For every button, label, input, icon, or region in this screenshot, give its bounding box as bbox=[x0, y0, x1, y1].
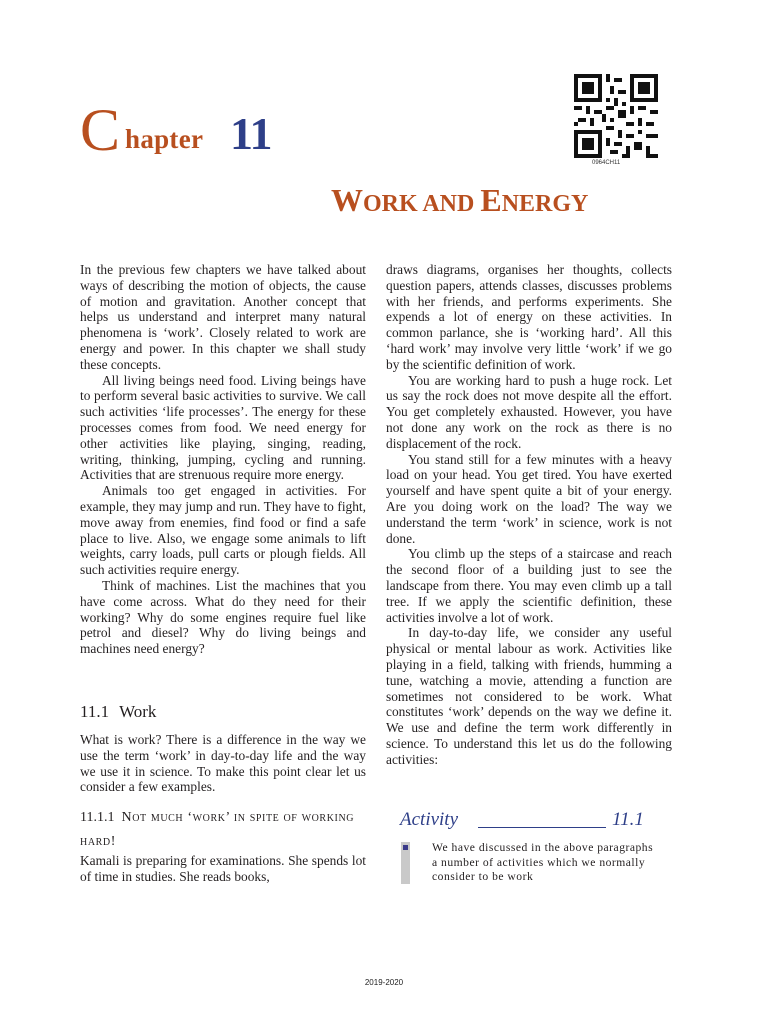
activity-heading bbox=[400, 809, 660, 835]
subsection-number: 11.1.1 bbox=[80, 810, 115, 825]
paragraph: All living beings need food. Living beings have to perform several basic activities to survive. We call such activities ‘life processes’. The energy for these processes comes from food. We need energy for other activities like playing, singing, reading, writing, thinking, jumping, cycling and running. Activities that are strenuous require more energy. bbox=[80, 372, 366, 483]
title-part: E bbox=[480, 182, 502, 218]
paragraph: draws diagrams, organises her thoughts, collects question papers, attends classes, discusses problems with her friends, and performs experiments. She expends a lot of energy on these activities. In common parlance, she is ‘working hard’. All this ‘hard work’ may involve very little ‘work’ if we go by the scientific definition of work. bbox=[386, 262, 672, 372]
chapter-word: hapter bbox=[125, 124, 204, 154]
chapter-heading bbox=[80, 97, 340, 170]
paragraph: In day-to-day life, we consider any useful physical or mental labour as work. Activities like playing in a field, talking with friends, humming a tune, watching a movie, attending a function are sometimes not considered to be work. What constitutes ‘work’ depends on the way we define it. We use and define the term work differently in science. To understand this let us do the following activities: bbox=[386, 625, 672, 767]
activity-rule bbox=[478, 827, 606, 828]
paragraph: You stand still for a few minutes with a heavy load on your head. You get tired. You have exerted yourself and have spent quite a bit of your energy. Are you doing work on the load? The way we understand the term ‘work’ in science, work is not done. bbox=[386, 451, 672, 546]
paragraph: In the previous few chapters we have talked about ways of describing the motion of objects, the cause of motion and gravitation. Another concept that helps us understand and interpret many natural phenomena is ‘work’. Closely related to work are energy and power. In this chapter we shall study these concepts. bbox=[80, 262, 366, 372]
chapter-title bbox=[331, 182, 671, 224]
section-body bbox=[80, 732, 366, 795]
paragraph: You climb up the steps of a staircase and reach the second floor of a building just to see the landscape from there. You may even climb up a tall tree. If we apply the scientific definition, these activities involve a lot of work. bbox=[386, 546, 672, 625]
title-part: NERGY bbox=[501, 191, 589, 217]
qr-code-icon bbox=[574, 74, 658, 158]
left-column bbox=[80, 262, 366, 657]
chapter-initial: C bbox=[80, 97, 121, 163]
activity-sidebar bbox=[401, 842, 410, 884]
page-footer: 2019-2020 bbox=[364, 978, 404, 987]
chapter-number: 11 bbox=[230, 108, 272, 159]
title-part: ORK AND bbox=[363, 191, 481, 217]
section-title: Work bbox=[119, 702, 157, 721]
qr-code-label: 0964CH11 bbox=[592, 160, 621, 166]
paragraph: Animals too get engaged in activities. For example, they may jump and run. They have to fight, move away from enemies, find food or find a safe place to live. Also, we engage some animals to lift weights, carry loads, pull carts or plough fields. All such activities require energy. bbox=[80, 483, 366, 578]
section-heading bbox=[80, 702, 156, 722]
activity-label: Activity bbox=[400, 809, 459, 830]
right-column bbox=[386, 262, 672, 768]
paragraph: What is work? There is a difference in the way we use the term ‘work’ in day-to-day life and the way we use it in science. To make this point clear let us consider a few examples. bbox=[80, 732, 366, 795]
section-number: 11.1 bbox=[80, 702, 110, 721]
paragraph: You are working hard to push a huge rock. Let us say the rock does not move despite all the effort. You get completely exhausted. However, you have not done any work on the rock as there is no displacement of the rock. bbox=[386, 372, 672, 451]
subsection-title: Not much ‘work’ in spite of working hard! bbox=[80, 810, 355, 849]
activity-text bbox=[432, 841, 658, 885]
paragraph: Kamali is preparing for examinations. She spends lot of time in studies. She reads books, bbox=[80, 853, 366, 884]
subsection-heading bbox=[80, 806, 370, 854]
subsection-body bbox=[80, 853, 366, 885]
title-part: W bbox=[331, 182, 363, 218]
activity-number: 11.1 bbox=[612, 809, 644, 830]
activity-paragraph: We have discussed in the above paragraphs a number of activities which we normally consider to be work bbox=[432, 841, 654, 883]
paragraph: Think of machines. List the machines that you have come across. What do they need for their working? Why do some engines require fuel like petrol and diesel? Why do living beings and machines need energy? bbox=[80, 577, 366, 657]
bullet-icon bbox=[403, 845, 408, 850]
